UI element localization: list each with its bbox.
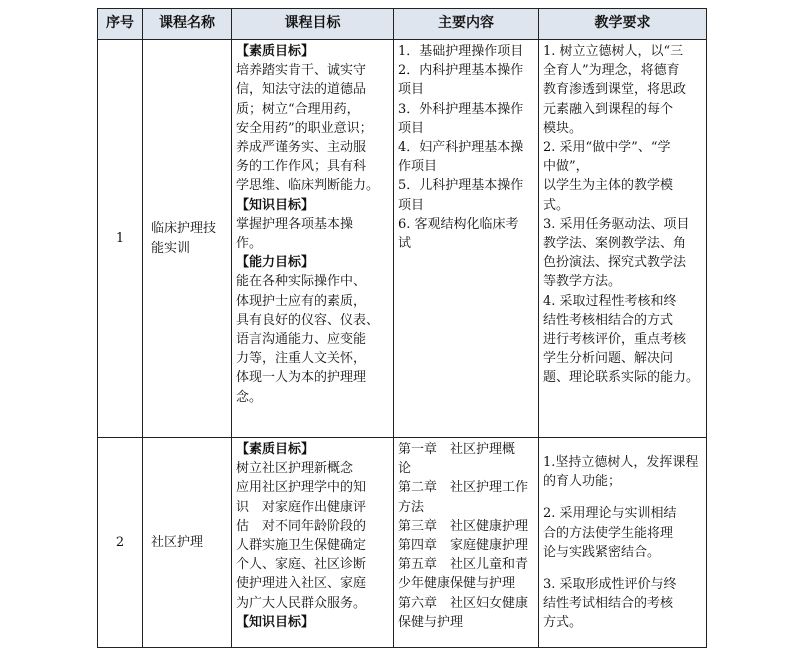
goal-line: 估 对不同年龄阶段的 (236, 518, 367, 534)
content-line: 试 (398, 236, 412, 252)
content-line: 第一章 社区护理概 (398, 442, 516, 457)
requirement-line: 合的方法使学生能将理 (543, 525, 674, 541)
content-line: 保健与护理 (398, 614, 464, 630)
requirement-line: 题、理论联系实际的能力。 (543, 370, 700, 386)
requirement-line: 3. 采取形成性评价与终 (543, 577, 677, 593)
goal-line: 具有良好的仪容、仪表、 (236, 312, 380, 328)
goal-line: 应用社区护理学中的知 (236, 480, 367, 496)
requirement-line: 以学生为主体的教学模 (543, 178, 674, 194)
content-line: 4．妇产科护理基本操 (398, 140, 524, 156)
goal-line: 培养踏实肯干、诚实守 (236, 63, 367, 79)
goal-section-heading: 【知识目标】 (236, 614, 315, 630)
course-goal-cell (232, 438, 394, 648)
goal-line: 信，知法守法的道德品 (236, 82, 367, 98)
content-line: 2．内科护理基本操作 (398, 63, 524, 79)
content-line: 论 (398, 461, 412, 477)
content-line: 少年健康保健与护理 (398, 576, 516, 592)
row-number: 2 (98, 438, 143, 648)
content-line: 1．基础护理操作项目 (398, 44, 524, 59)
goal-section-heading: 【知识目标】 (236, 197, 315, 213)
teaching-requirement-cell (539, 438, 707, 648)
content-line: 3．外科护理基本操作 (398, 101, 524, 117)
goal-line: 识 对家庭作出健康评 (236, 499, 367, 515)
requirement-line: 结性考试相结合的考核 (543, 596, 674, 612)
requirement-line: 进行考核评价，重点考核 (543, 332, 687, 348)
course-name-cell (143, 40, 232, 438)
requirement-line: 全育人”为理念，将德育 (543, 63, 680, 79)
requirement-line: 1.坚持立德树人，发挥课程 (543, 455, 699, 470)
goal-line: 为广大人民群众服务。 (236, 595, 367, 611)
row-number: 1 (98, 40, 143, 438)
course-goal-cell (232, 40, 394, 438)
goal-line: 能在各种实际操作中、 (236, 274, 367, 290)
requirement-line: 论与实践紧密结合。 (543, 544, 661, 560)
goal-line: 质；树立“合理用药， (236, 101, 360, 117)
header-course-goal: 课程目标 (232, 9, 394, 40)
requirement-line: 元素融入到课程的每个 (543, 101, 674, 117)
goal-line: 掌握护理各项基本操 (236, 216, 354, 232)
header-row (98, 9, 707, 40)
course-name-line: 临床护理技 (151, 221, 217, 237)
goal-line: 树立社区护理新概念 (236, 461, 354, 477)
goal-line: 使护理进入社区、家庭 (236, 576, 367, 592)
requirement-line: 结性考核相结合的方式 (543, 312, 674, 328)
header-teaching-requirement: 教学要求 (539, 9, 707, 40)
goal-line: 安全用药”的职业意识； (236, 120, 373, 136)
goal-line: 作。 (236, 236, 263, 252)
requirement-line: 式。 (543, 197, 570, 213)
content-line: 第二章 社区护理工作 (398, 480, 529, 496)
goal-line: 体现护士应有的素质， (236, 293, 367, 309)
goal-line: 个人、家庭、社区诊断 (236, 557, 367, 573)
requirement-line: 模块。 (543, 120, 583, 136)
requirement-line: 学生分析问题、解决问 (543, 351, 674, 367)
content-line: 作项目 (398, 159, 438, 175)
content-line: 方法 (398, 499, 425, 515)
goal-line: 体现一人为本的护理理 (236, 370, 367, 386)
requirement-line: 教育渗透到课堂，将思政 (543, 82, 687, 98)
content-line: 第五章 社区儿童和青 (398, 557, 529, 573)
requirement-line: 的育人功能； (543, 474, 622, 490)
content-line: 项目 (398, 82, 425, 98)
content-line: 第四章 家庭健康护理 (398, 538, 529, 554)
requirement-line: 2. 采用理论与实训相结 (543, 506, 677, 522)
teaching-requirement-cell (539, 40, 707, 438)
header-course-name: 课程名称 (143, 9, 232, 40)
requirement-line: 方式。 (543, 615, 583, 631)
requirement-line: 4. 采取过程性考核和终 (543, 293, 677, 309)
goal-line: 念。 (236, 389, 263, 405)
requirement-line: 1. 树立立德树人，以“三 (543, 44, 684, 59)
course-name-line: 能实训 (151, 240, 191, 256)
content-line: 6. 客观结构化临床考 (398, 216, 519, 232)
goal-line: 学思维、临床判断能力。 (236, 178, 380, 194)
requirement-line: 教学法、案例教学法、角 (543, 236, 687, 252)
goal-line: 力等，注重人文关怀， (236, 351, 367, 367)
goal-section-heading: 【能力目标】 (236, 255, 315, 271)
table-row (98, 438, 707, 648)
header-main-content: 主要内容 (394, 9, 539, 40)
course-table (97, 8, 707, 648)
content-line: 5．儿科护理基本操作 (398, 178, 524, 194)
requirement-line: 中做”， (543, 159, 589, 175)
goal-section-heading: 【素质目标】 (236, 442, 315, 457)
goal-line: 养成严谨务实、主动服 (236, 140, 367, 156)
course-name-line: 社区护理 (151, 534, 204, 550)
main-content-cell (394, 438, 539, 648)
requirement-line: 等教学方法。 (543, 274, 622, 290)
requirement-line: 色扮演法、探究式教学法 (543, 255, 687, 271)
header-no: 序号 (98, 9, 143, 40)
goal-line: 人群实施卫生保健确定 (236, 538, 367, 554)
goal-line: 务的工作作风；具有科 (236, 159, 367, 175)
table-row (98, 40, 707, 438)
content-line: 项目 (398, 120, 425, 136)
content-line: 项目 (398, 197, 425, 213)
content-line: 第三章 社区健康护理 (398, 518, 529, 534)
main-content-cell (394, 40, 539, 438)
content-line: 第六章 社区妇女健康 (398, 595, 529, 611)
goal-section-heading: 【素质目标】 (236, 44, 315, 59)
requirement-line: 3. 采用任务驱动法、项目 (543, 216, 690, 232)
requirement-line: 2. 采用“做中学”、“学 (543, 140, 671, 156)
course-name-cell (143, 438, 232, 648)
goal-line: 语言沟通能力、应变能 (236, 332, 367, 348)
